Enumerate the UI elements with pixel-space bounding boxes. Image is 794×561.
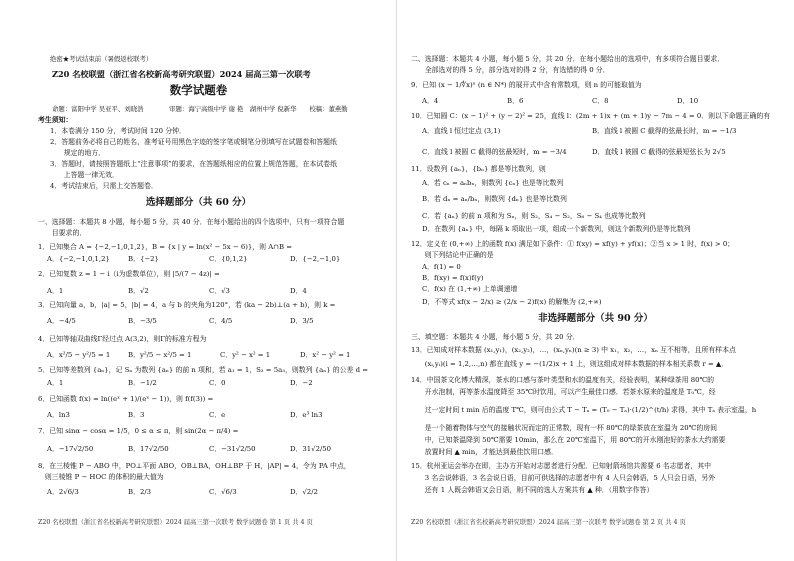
q5-option-d: D．−2 [290, 379, 313, 387]
notes-heading: 考生须知： [38, 116, 73, 124]
question-14-line2: 开水泡制，再等茶水温度降至 35℃时饮用，可以产生最佳口感．若茶水原来的温度是 T₀℃，经 [411, 388, 716, 396]
note-4: 4．考试结束后，只需上交答题卷． [50, 182, 158, 190]
q5-option-a: A．1 [47, 379, 64, 387]
confidential-notice: 绝密★考试结束前（暑假返校联考） [50, 55, 153, 63]
question-7: 7．已知 sinα − cosα = 1/5，0 ≤ α ≤ π，则 sin(2α − π/4) = [38, 427, 239, 435]
exam-subtitle: 数学试题卷 [169, 83, 228, 97]
exam-title: Z20 名校联盟（浙江省名校新高考研究联盟）2024 届高三第一次联考 [52, 69, 311, 79]
part2-intro: 二、选择题：本题共 4 小题，每小题 5 分，共 20 分．在每小题给出的选项中，有多项符合题目要求． [411, 55, 725, 63]
question-15-line3: 还有 1 人既会韩语又会日语，则不同的选人方案共有 ▲ 种．（用数字作答） [411, 486, 654, 494]
q6-option-b: B．3 [128, 411, 145, 419]
question-9: 9．已知 (x − 1/∜x)ⁿ (n ∈ N*) 的展开式中含有常数项，则 n 的可能取值为 [411, 81, 642, 89]
question-12: 12．定义在 (0,+∞) 上的函数 f(x) 满足如下条件：① f(xy) = xf(y) + yf(x)；②当 x > 1 时，f(x) > 0； [411, 240, 735, 248]
q11-option-b: B．若 dₙ = aₙ/bₙ，则数列 {dₙ} 也是等比数列 [422, 195, 567, 203]
question-12-cont: 则下列结论中正确的是 [411, 251, 494, 259]
q9-option-d: D．10 [677, 97, 699, 105]
q10-option-b: B．直线 l 被圆 C 截得的弦最长时，m = −1/3 [592, 127, 737, 135]
question-3: 3．已知向量 a，b，|a| = 5，|b| = 4，a 与 b 的夹角为120°，若 (ka − 2b)⊥(a + b)，则 k = [38, 301, 336, 309]
question-14-line6: 放置时间 ▲ min，才能达到最佳饮用口感． [411, 448, 558, 456]
q12-option-c: C．f(x) 在 (1,+∞) 上单调递增 [422, 285, 518, 293]
q8-option-d: D．√2/2 [290, 488, 318, 496]
question-11: 11．设数列 {aₙ}，{bₙ} 都是等比数列，则 [411, 165, 546, 173]
q4-option-c: C．y² − x² = 1 [220, 351, 271, 359]
q6-option-d: D．e³ ln3 [290, 411, 323, 419]
question-6: 6．已知函数 f(x) = ln((eˣ + 1)/(eˣ − 1))，则 f(f(3)) = [38, 395, 214, 403]
question-14-line5: 中，已知茶温降到 50℃需要 10min，那么在 20℃室温下，用 80℃的开水刚泡好的茶水大约需要 [411, 436, 726, 444]
section-heading-choice: 选择题部分（共 60 分） [145, 197, 252, 208]
q1-option-a: A．{−2,−1,0,1,2} [47, 255, 110, 263]
question-1: 1．已知集合 A = {−2,−1,0,1,2}，B = {x | y = ln(x² − 5x − 6)}，则 A∩B = [38, 243, 293, 251]
question-13: 13．已知成对样本数据 (x₁,y₁)，(x₂,y₂)，…，(xₙ,yₙ)(n ≥ 3) 中 x₁，x₂，…，xₙ 互不相等，且所有样本点 [411, 346, 736, 354]
question-14-line4: 是一个随着物体与空气的接触状况而定的正常数，现有一杯 80℃的绿茶放在室温为 20℃的房间 [411, 424, 718, 432]
q11-option-d: D．在数列 {aₙ} 中，每隔 k 项取出一项，组成一个新数列，则这个新数列仍是等比数列 [422, 225, 691, 233]
q3-option-d: D．3/5 [290, 317, 314, 325]
q3-option-c: C．4/5 [209, 317, 233, 325]
part3-intro: 三、填空题：本题共 4 小题，每小题 5 分，共 20 分． [411, 333, 580, 341]
q12-option-a: A．f(1) = 0 [422, 263, 461, 271]
q10-option-d: D．直线 l 被圆 C 截得的弦最短弦长为 2√5 [592, 148, 726, 156]
part1-intro-cont: 目要求的． [38, 229, 87, 237]
q9-option-c: C．8 [592, 97, 609, 105]
q6-option-a: A．ln3 [47, 411, 70, 419]
q9-option-b: B．6 [507, 97, 524, 105]
q12-option-b: B．f(xy) = f(x)f(y) [422, 274, 484, 282]
q10-option-c: C．直线 l 被圆 C 截得的弦最短时，m = −3/4 [422, 148, 567, 156]
q1-option-d: D．{−2,−1,0} [290, 255, 341, 263]
q7-option-a: A．−17√2/50 [47, 445, 94, 453]
question-2: 2．已知复数 z = 1 − i（i为虚数单位），则 |5/(7 − 4z)| = [38, 270, 220, 278]
q5-option-c: C．0 [209, 379, 226, 387]
question-5: 5．已知等差数列 {aₙ}，记 Sₙ 为数列 {aₙ} 的前 n 项和，若 a₁ = 1，S₃ = 5a₃，则数列 {aₙ} 的公差 d = [38, 366, 369, 374]
q12-option-d: D．不等式 xf(x − 2/x) ≥ (2/x − 2)f(x) 的解集为 (2,+∞) [422, 298, 602, 306]
q4-option-b: B．y²/5 − x²/5 = 1 [128, 351, 192, 359]
q11-option-c: C．若 {aₙ} 的前 n 项和为 Sₙ，则 S₂，S₄ − S₂，S₆ − S₄ 也成等比数列 [422, 212, 646, 220]
question-15-line2: 3 名会说韩语，3 名会说日语，目前可供选择的志愿者中有 4 人只会韩语，5 人只会日语，另外 [411, 474, 716, 482]
q8-option-c: C．√6/3 [209, 488, 237, 496]
q1-option-c: C．{0,1,2} [209, 255, 248, 263]
q8-option-a: A．2√6/3 [47, 488, 79, 496]
question-8-cont: 则三棱锥 P − HOC 的体积的最大值为 [38, 473, 164, 481]
note-2-cont: 规定的地方． [50, 149, 106, 157]
q7-option-b: B．17√2/50 [128, 445, 169, 453]
part1-intro: 一、选择题：本题共 8 小题，每小题 5 分，共 40 分．在每小题给出的四个选项中，只有一项符合题 [38, 218, 345, 226]
authors-line: 命题：富阳中学 吴亚平、刘晓浩 审题：海宁高级中学 谢 艳 湖州中学 倪新华 校稿：董燕勤 [52, 105, 348, 113]
q5-option-b: B．−1/2 [128, 379, 157, 387]
q2-option-c: C．√3 [209, 287, 230, 295]
q3-option-a: A．−4/5 [47, 317, 76, 325]
q4-option-d: D．x² − y² = 1 [300, 351, 351, 359]
q8-option-b: B．2/3 [128, 488, 152, 496]
question-14-line3: 过一定时间 t min 后的温度 T℃，则可由公式 T − Tₐ = (T₀ − Tₐ)·(1/2)^(t/h) 求得，其中 Tₐ 表示室温，h [411, 406, 757, 414]
page-1-footer: Z20 名校联盟（浙江省名校新高考研究联盟）2024 届高三第一次联考 数学试题卷 第 1 页 共 4 页 [38, 519, 313, 526]
note-3-cont: 上答题一律无效． [50, 171, 119, 179]
question-8: 8．在三棱锥 P − ABO 中，PO⊥平面 ABO，OB⊥BA，OH⊥BP 于 H，|AP| = 4，令为 PA 中点， [38, 462, 351, 470]
question-10: 10．已知圆 C：(x − 1)² + (y − 2)² = 25，直线 l：(2m + 1)x + (m + 1)y − 7m − 4 = 0．则以下命题正确的有 [411, 112, 771, 120]
note-1: 1．本卷满分 150 分，考试时间 120 分钟． [50, 127, 186, 135]
exam-page-2 [397, 0, 794, 561]
part2-intro-cont: 全部选对的得 5 分，部分选对的得 2 分，有选错的得 0 分． [411, 66, 610, 74]
q9-option-a: A．4 [422, 97, 439, 105]
page-2-footer: Z20 名校联盟（浙江省名校新高考研究联盟）2024 届高三第一次联考 数学试题卷 第 2 页 共 4 页 [411, 519, 686, 526]
question-4: 4．已知等轴双曲线Γ经过点 A(3,2)，则Γ的标准方程为 [38, 335, 207, 343]
q7-option-d: D．31√2/50 [290, 445, 332, 453]
q7-option-c: C．−31√2/50 [209, 445, 256, 453]
note-2: 2．答题前务必将自己的姓名，准考证号用黑色字迹的签字笔或钢笔分别填写在试题卷和答题纸 [50, 138, 337, 146]
q6-option-c: C．e [209, 411, 226, 419]
q10-option-a: A．直线 l 恒过定点 (3,1) [422, 127, 501, 135]
q2-option-a: A．1 [47, 287, 64, 295]
section-heading-nonchoice: 非选择题部分（共 90 分） [538, 313, 653, 324]
q2-option-d: D．4 [290, 287, 307, 295]
q4-option-a: A．x²/5 − y²/5 = 1 [47, 351, 111, 359]
question-15: 15．杭州亚运会举办在即，主办方开始对志愿者进行分配．已知射箭场馆共需要 6 名志愿者，其中 [411, 462, 712, 470]
q11-option-a: A．若 cₙ = aₙbₙ，则数列 {cₙ} 也是等比数列 [422, 179, 564, 187]
note-3: 3．答题时，请按照答题纸上“注意事项”的要求，在答题纸相应的位置上规范答题，在本试卷纸 [50, 160, 338, 168]
q1-option-b: B．{−2} [128, 255, 159, 263]
question-13-cont: (xᵢ,yᵢ)(i = 1,2,…,n) 都在直线 y = −(1/2)x + 1 上，则这组成对样本数据的样本相关系数 r = ▲． [411, 360, 729, 368]
question-14: 14．中国茶文化博大精深，茶水的口感与茶叶类型和水的温度有关，经验表明，某种绿茶用 80℃的 [411, 376, 715, 384]
q2-option-b: B．√2 [128, 287, 149, 295]
q3-option-b: B．−3/5 [128, 317, 157, 325]
